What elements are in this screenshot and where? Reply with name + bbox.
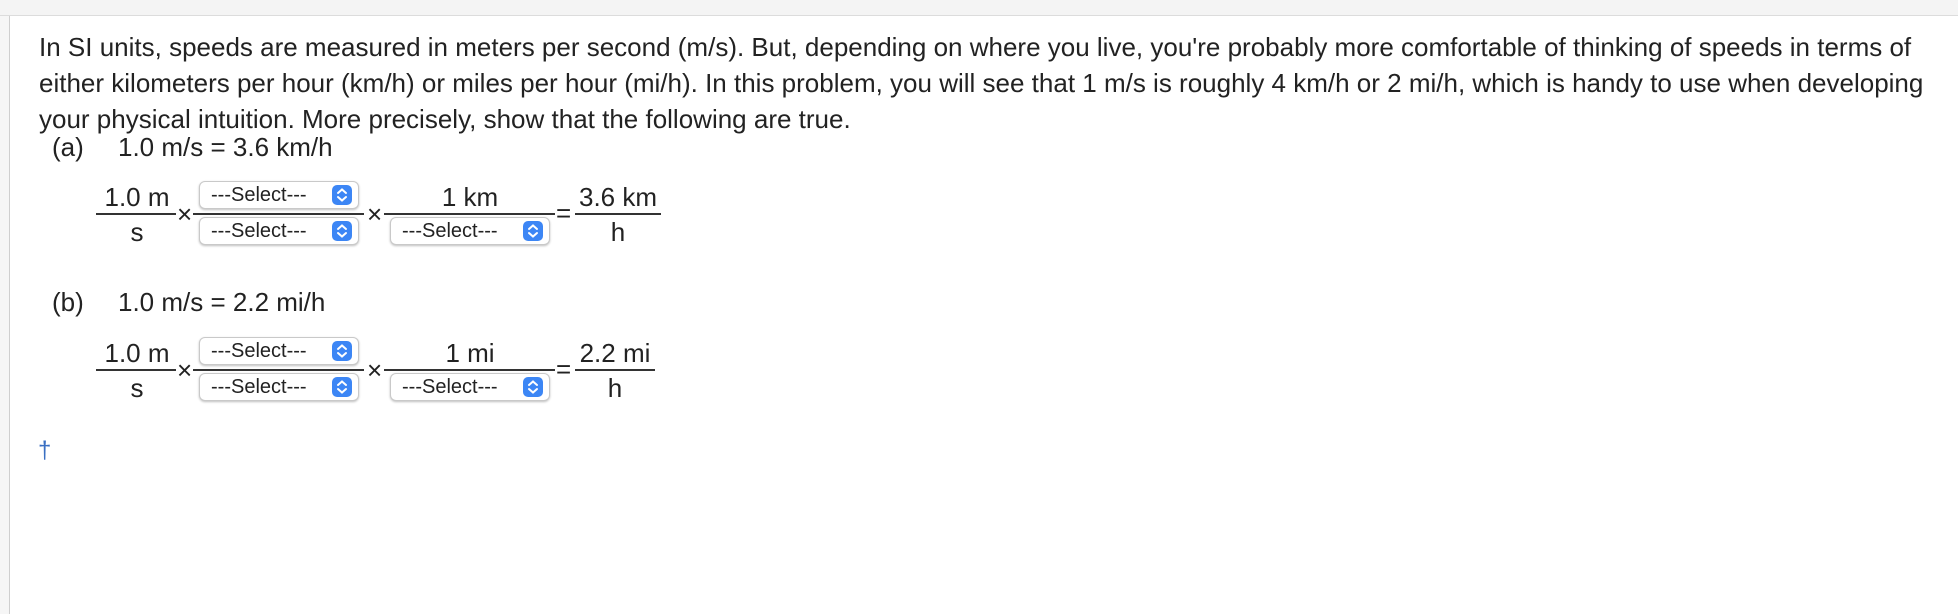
part-a-title	[52, 129, 333, 165]
part-b-conversion-denominator-select[interactable]	[199, 373, 359, 401]
select-value: ---Select---	[211, 376, 307, 398]
select-value: ---Select---	[402, 376, 498, 398]
top-bar	[0, 0, 1958, 16]
part-a-label: (a)	[52, 132, 84, 162]
part-a-first-denominator: s	[130, 217, 144, 247]
question-panel	[9, 16, 1958, 614]
part-b-result-denominator: h	[607, 373, 623, 403]
part-a-third-denominator-select[interactable]	[390, 217, 550, 245]
part-a-second-fraction-bar	[193, 213, 364, 215]
part-b-times-1: ×	[177, 355, 193, 385]
part-b-statement: 1.0 m/s = 2.2 mi/h	[118, 287, 326, 317]
part-a-equals: =	[556, 198, 572, 228]
part-a-statement: 1.0 m/s = 3.6 km/h	[118, 132, 333, 162]
part-b-result-fraction-bar	[575, 369, 655, 371]
chevron-up-down-icon	[523, 221, 543, 241]
part-a-conversion-numerator-select[interactable]	[199, 181, 359, 209]
part-a-result-fraction-bar	[575, 213, 661, 215]
chevron-up-down-icon	[332, 221, 352, 241]
part-a-third-fraction-bar	[384, 213, 555, 215]
part-b-first-numerator: 1.0 m	[104, 338, 170, 368]
select-value: ---Select---	[402, 220, 498, 242]
part-b-second-fraction-bar	[193, 369, 364, 371]
part-b-third-numerator: 1 mi	[445, 338, 495, 368]
part-a-first-numerator: 1.0 m	[104, 182, 170, 212]
part-b-label: (b)	[52, 287, 84, 317]
problem-statement: In SI units, speeds are measured in meters per second (m/s). But, depending on where you live, you're probably more comfortable of thinking of speeds in terms of either kilometers per hour (km/h) or miles per hour (mi/h). In this problem, you will see that 1 m/s is roughly 4 km/h or 2 mi/h, which is handy to use when developing your physical intuition. More precisely, show that the following are true.	[39, 32, 1924, 134]
part-a-third-numerator: 1 km	[441, 182, 499, 212]
chevron-up-down-icon	[332, 341, 352, 361]
part-a-times-2: ×	[367, 199, 383, 229]
part-b-equals: =	[556, 354, 572, 384]
part-b-times-2: ×	[367, 355, 383, 385]
part-a-conversion-denominator-select[interactable]	[199, 217, 359, 245]
part-b-conversion-numerator-select[interactable]	[199, 337, 359, 365]
part-b-first-fraction-bar	[96, 369, 176, 371]
part-b-third-fraction-bar	[384, 369, 555, 371]
footnote-dagger-link[interactable]: †	[38, 437, 52, 464]
select-value: ---Select---	[211, 220, 307, 242]
select-value: ---Select---	[211, 340, 307, 362]
chevron-up-down-icon	[332, 185, 352, 205]
chevron-up-down-icon	[332, 377, 352, 397]
part-a-result-numerator: 3.6 km	[578, 182, 658, 212]
part-b-result-numerator: 2.2 mi	[579, 338, 651, 368]
part-a-result-denominator: h	[610, 217, 626, 247]
part-b-first-denominator: s	[130, 373, 144, 403]
part-b-third-denominator-select[interactable]	[390, 373, 550, 401]
part-a-first-fraction-bar	[96, 213, 176, 215]
chevron-up-down-icon	[523, 377, 543, 397]
part-b-title	[52, 284, 325, 320]
part-a-times-1: ×	[177, 199, 193, 229]
select-value: ---Select---	[211, 184, 307, 206]
